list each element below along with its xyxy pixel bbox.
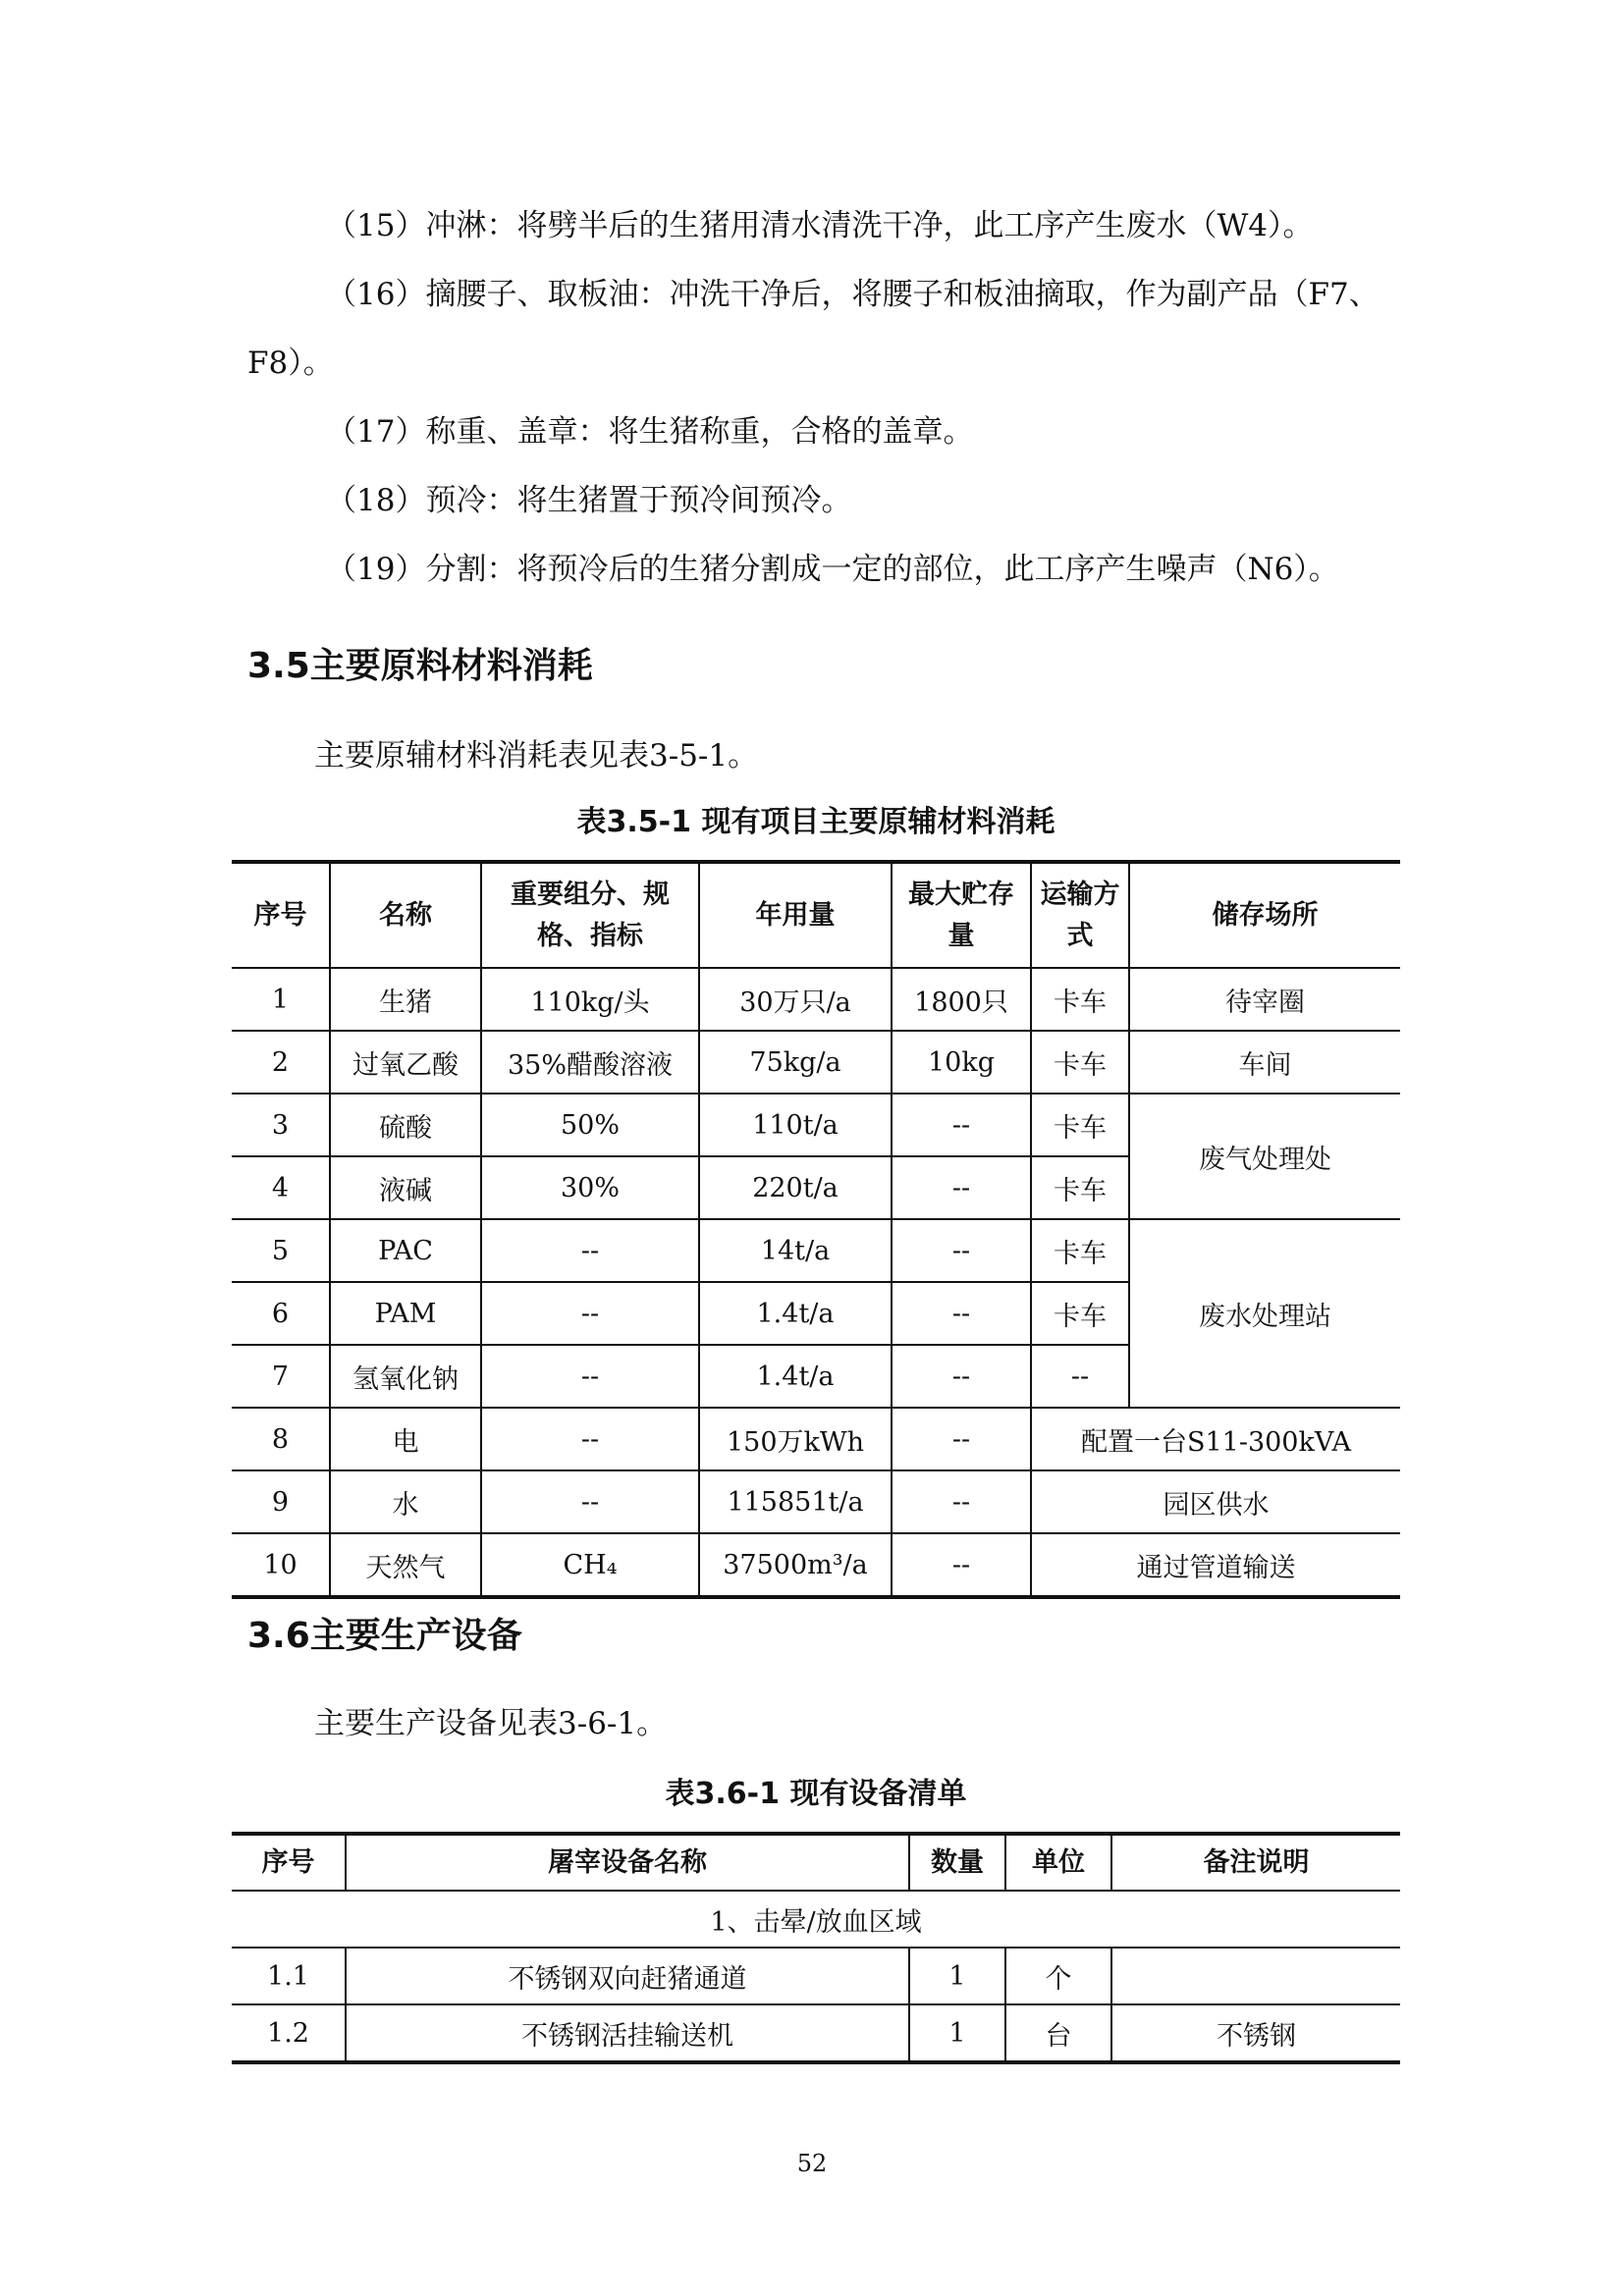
- header-note: 备注说明: [1111, 1834, 1400, 1891]
- table-row: [232, 968, 1400, 1031]
- cell-max: 1800只: [892, 968, 1031, 1031]
- cell-note: 不锈钢: [1111, 2004, 1400, 2062]
- cell-transport: 卡车: [1031, 1094, 1129, 1156]
- table-row: [232, 1470, 1400, 1533]
- cell-max: --: [892, 1533, 1031, 1597]
- cell-no: 4: [232, 1156, 330, 1219]
- cell-no: 10: [232, 1533, 330, 1597]
- page-number: 52: [796, 2150, 828, 2177]
- cell-transport: 卡车: [1031, 1219, 1129, 1282]
- cell-transport: 卡车: [1031, 1282, 1129, 1345]
- cell-no: 6: [232, 1282, 330, 1345]
- cell-spec: CH₄: [481, 1533, 699, 1597]
- cell-transport-storage-merged: 通过管道输送: [1031, 1533, 1400, 1597]
- cell-spec: 35%醋酸溶液: [481, 1031, 699, 1094]
- cell-max: --: [892, 1156, 1031, 1219]
- cell-spec: 50%: [481, 1094, 699, 1156]
- cell-max: --: [892, 1282, 1031, 1345]
- cell-name: 天然气: [330, 1533, 481, 1597]
- cell-no: 5: [232, 1219, 330, 1282]
- cell-no: 3: [232, 1094, 330, 1156]
- cell-spec: --: [481, 1345, 699, 1408]
- cell-transport-storage-merged: 配置一台S11-300kVA: [1031, 1408, 1400, 1470]
- cell-name: 不锈钢活挂输送机: [346, 2004, 909, 2062]
- header-spec: 重要组分、规格、指标: [481, 862, 699, 968]
- table-header-row: [232, 1834, 1400, 1891]
- cell-no: 7: [232, 1345, 330, 1408]
- section-3-5-intro: 主要原辅材料消耗表见表3-5-1。: [314, 738, 759, 774]
- paragraph-15: （15）冲淋：将劈半后的生猪用清水清洗干净，此工序产生废水（W4）。: [326, 208, 1314, 243]
- table-row: [232, 1031, 1400, 1094]
- cell-transport: 卡车: [1031, 968, 1129, 1031]
- paragraph-17: （17）称重、盖章：将生猪称重，合格的盖章。: [326, 414, 974, 450]
- table-row: [232, 1533, 1400, 1597]
- cell-unit: 台: [1005, 2004, 1111, 2062]
- cell-max: --: [892, 1408, 1031, 1470]
- cell-annual: 37500m³/a: [699, 1533, 892, 1597]
- section-heading-3-6: 3.6主要生产设备: [247, 1616, 522, 1656]
- cell-storage-merged: 废气处理处: [1129, 1094, 1400, 1219]
- cell-name: 生猪: [330, 968, 481, 1031]
- cell-spec: 110kg/头: [481, 968, 699, 1031]
- cell-storage: 待宰圈: [1129, 968, 1400, 1031]
- group-label: 1、击晕/放血区域: [232, 1891, 1400, 1948]
- header-no: 序号: [232, 862, 330, 968]
- cell-name: PAC: [330, 1219, 481, 1282]
- table-3-6-1-caption: 表3.6-1 现有设备清单: [665, 1777, 967, 1811]
- paragraph-16: （16）摘腰子、取板油：冲洗干净后，将腰子和板油摘取，作为副产品（F7、: [326, 277, 1380, 312]
- cell-unit: 个: [1005, 1948, 1111, 2004]
- cell-spec: --: [481, 1470, 699, 1533]
- cell-name: 过氧乙酸: [330, 1031, 481, 1094]
- cell-quantity: 1: [909, 2004, 1005, 2062]
- cell-no: 1.2: [232, 2004, 346, 2062]
- cell-max: --: [892, 1094, 1031, 1156]
- table-row: [232, 1408, 1400, 1470]
- header-storage-place: 储存场所: [1129, 862, 1400, 968]
- paragraph-18: （18）预冷：将生猪置于预冷间预冷。: [326, 483, 852, 518]
- cell-no: 8: [232, 1408, 330, 1470]
- cell-name: 硫酸: [330, 1094, 481, 1156]
- cell-transport: 卡车: [1031, 1031, 1129, 1094]
- header-transport: 运输方式: [1031, 862, 1129, 968]
- header-unit: 单位: [1005, 1834, 1111, 1891]
- cell-max: 10kg: [892, 1031, 1031, 1094]
- cell-annual: 150万kWh: [699, 1408, 892, 1470]
- cell-max: --: [892, 1345, 1031, 1408]
- cell-no: 1: [232, 968, 330, 1031]
- cell-annual: 1.4t/a: [699, 1282, 892, 1345]
- table-header-row: [232, 862, 1400, 968]
- cell-transport: 卡车: [1031, 1156, 1129, 1219]
- table-3-5-1-caption: 表3.5-1 现有项目主要原辅材料消耗: [576, 805, 1056, 839]
- header-name: 名称: [330, 862, 481, 968]
- cell-name: 电: [330, 1408, 481, 1470]
- cell-name: 不锈钢双向赶猪通道: [346, 1948, 909, 2004]
- cell-name: 液碱: [330, 1156, 481, 1219]
- cell-max: --: [892, 1219, 1031, 1282]
- cell-max: --: [892, 1470, 1031, 1533]
- cell-annual: 75kg/a: [699, 1031, 892, 1094]
- cell-note: [1111, 1948, 1400, 2004]
- cell-annual: 110t/a: [699, 1094, 892, 1156]
- table-row: [232, 1948, 1400, 2004]
- cell-transport-storage-merged: 园区供水: [1031, 1470, 1400, 1533]
- equipment-table: [232, 1832, 1400, 2064]
- cell-spec: --: [481, 1408, 699, 1470]
- cell-annual: 14t/a: [699, 1219, 892, 1282]
- header-equipment-name: 屠宰设备名称: [346, 1834, 909, 1891]
- cell-annual: 220t/a: [699, 1156, 892, 1219]
- section-3-6-intro: 主要生产设备见表3-6-1。: [314, 1706, 668, 1741]
- cell-name: PAM: [330, 1282, 481, 1345]
- cell-annual: 30万只/a: [699, 968, 892, 1031]
- table-group-row: [232, 1891, 1400, 1948]
- table-row: [232, 2004, 1400, 2062]
- cell-annual: 115851t/a: [699, 1470, 892, 1533]
- header-annual: 年用量: [699, 862, 892, 968]
- cell-no: 1.1: [232, 1948, 346, 2004]
- cell-name: 氢氧化钠: [330, 1345, 481, 1408]
- cell-spec: --: [481, 1282, 699, 1345]
- cell-annual: 1.4t/a: [699, 1345, 892, 1408]
- cell-spec: 30%: [481, 1156, 699, 1219]
- cell-no: 2: [232, 1031, 330, 1094]
- cell-storage: 车间: [1129, 1031, 1400, 1094]
- section-heading-3-5: 3.5主要原料材料消耗: [247, 646, 593, 686]
- table-row: [232, 1094, 1400, 1156]
- cell-storage-merged: 废水处理站: [1129, 1219, 1400, 1408]
- cell-spec: --: [481, 1219, 699, 1282]
- cell-transport: --: [1031, 1345, 1129, 1408]
- table-row: [232, 1219, 1400, 1282]
- header-max-storage: 最大贮存量: [892, 862, 1031, 968]
- header-no: 序号: [232, 1834, 346, 1891]
- materials-table: [232, 860, 1400, 1599]
- cell-quantity: 1: [909, 1948, 1005, 2004]
- cell-name: 水: [330, 1470, 481, 1533]
- header-quantity: 数量: [909, 1834, 1005, 1891]
- paragraph-16-continued: F8）。: [247, 346, 334, 381]
- cell-no: 9: [232, 1470, 330, 1533]
- paragraph-19: （19）分割：将预冷后的生猪分割成一定的部位，此工序产生噪声（N6）。: [326, 552, 1339, 587]
